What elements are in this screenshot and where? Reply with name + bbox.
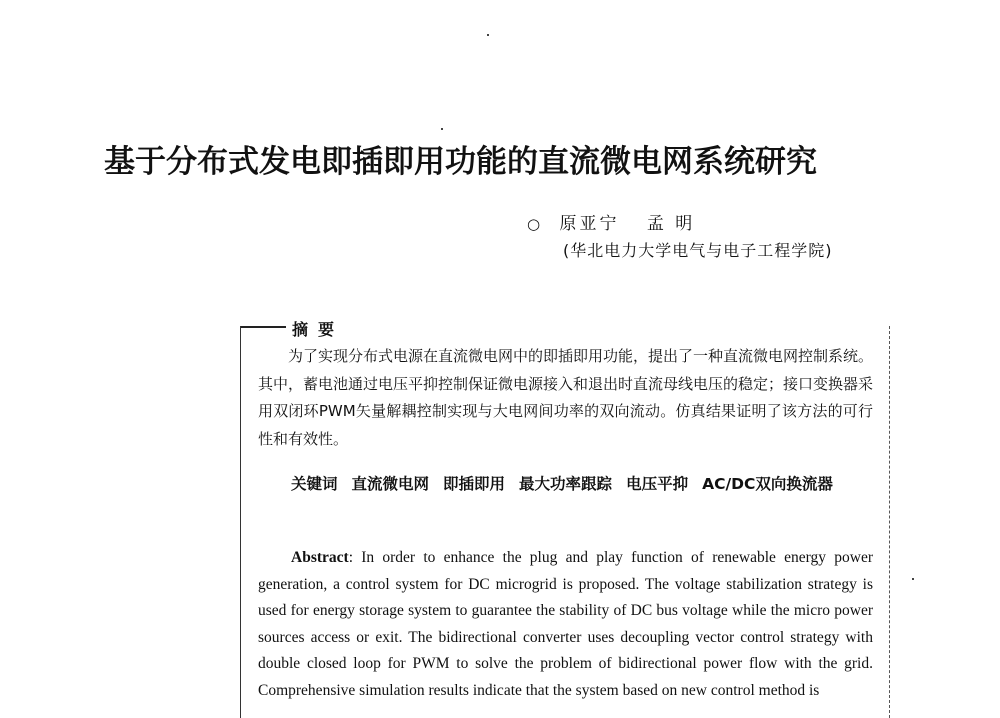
- keywords-label: 关键词: [291, 475, 338, 493]
- paper-title: 基于分布式发电即插即用功能的直流微电网系统研究: [104, 144, 817, 180]
- keyword: 直流微电网: [351, 475, 430, 493]
- keyword: 最大功率跟踪: [519, 475, 613, 493]
- chinese-abstract: 为了实现分布式电源在直流微电网中的即插即用功能，提出了一种直流微电网控制系统。其中，蓄电池通过电压平抑控制保证微电源接入和退出时直流母线电压的稳定；接口变换器采用双闭环PWM矢量解耦控制实现与大电网间功率的双向流动。仿真结果证明了该方法的可行性和有效性。: [258, 347, 874, 448]
- author-name-1: 原亚宁: [559, 214, 620, 234]
- abstract-box-right-rule: [889, 326, 890, 718]
- scan-speck: [912, 578, 914, 580]
- scan-speck: [441, 128, 443, 130]
- keyword: 电压平抑: [626, 475, 689, 493]
- author-name-2: 孟 明: [646, 214, 696, 234]
- author-marker-icon: ○: [527, 215, 541, 233]
- english-abstract: [258, 545, 873, 704]
- author-affiliation: (华北电力大学电气与电子工程学院): [563, 241, 833, 260]
- scan-speck: [487, 34, 489, 36]
- keyword: AC/DC双向换流器: [702, 475, 833, 493]
- author-line: [527, 209, 695, 234]
- english-abstract-label: Abstract: [291, 549, 349, 566]
- abstract-box-left-rule: [240, 326, 241, 718]
- abstract-box-top-rule: [240, 326, 286, 328]
- english-abstract-text: : In order to enhance the plug and play function of renewable energy power generation, a control system for DC microgrid is proposed. The voltage stabilization strategy is used for energy storage system to guarantee the stability of DC bus voltage while the micro power sources access or exit. The bidirectional converter uses decoupling vector control strategy with double closed loop for PWM to solve the problem of bidirectional power flow with the grid. Comprehensive simulation results indicate that the system based on new control method is: [258, 549, 873, 699]
- keywords: [258, 469, 876, 499]
- abstract-heading: 摘要: [292, 320, 345, 339]
- keyword: 即插即用: [443, 475, 506, 493]
